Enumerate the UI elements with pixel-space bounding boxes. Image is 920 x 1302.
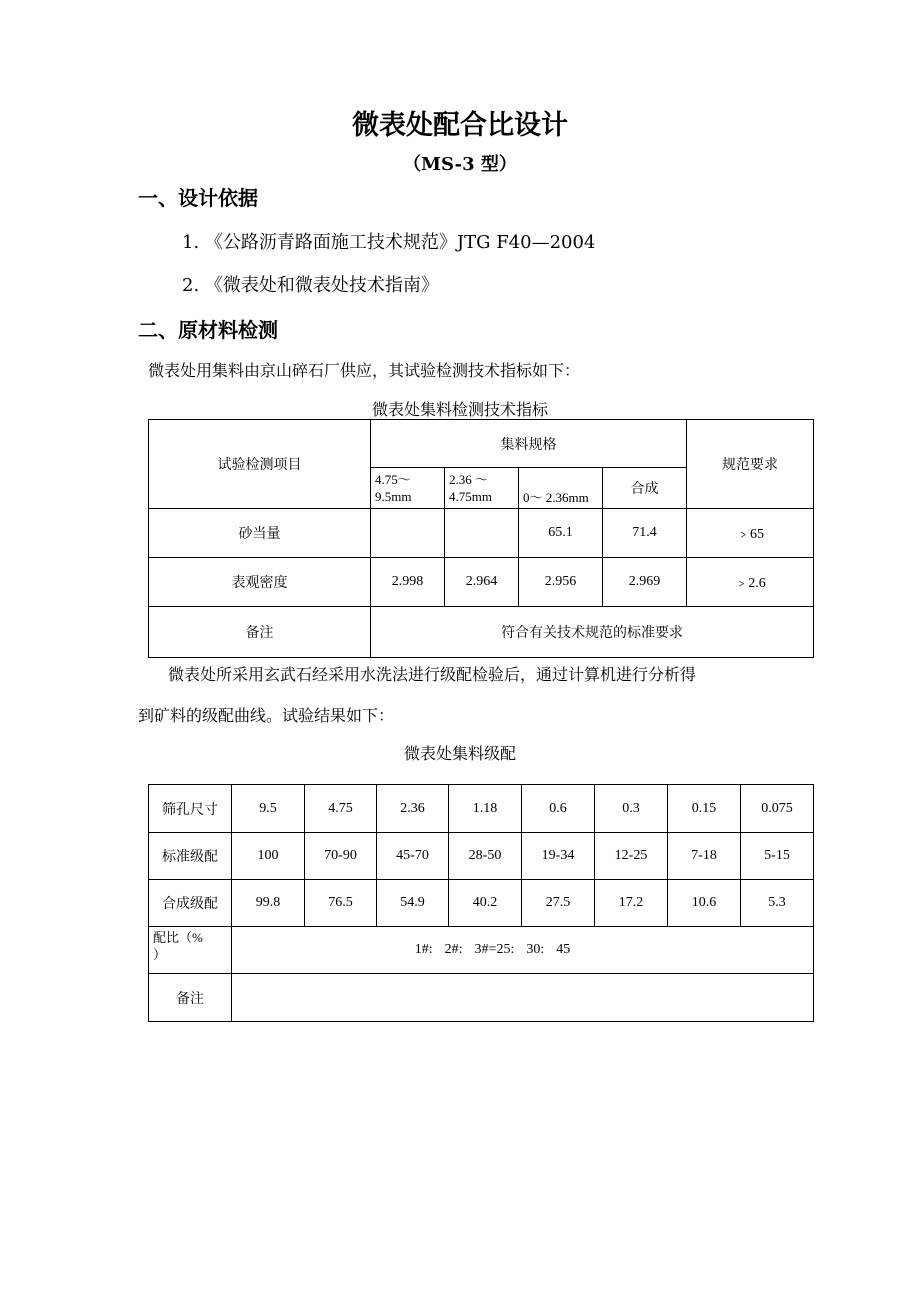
cell: 100 (232, 833, 305, 880)
table-row (149, 607, 814, 658)
spec-cell: ﹥65 (687, 509, 814, 558)
paragraph-line-2: 到矿料的级配曲线。试验结果如下： (138, 706, 395, 725)
cell: 45-70 (377, 833, 449, 880)
table1-header-spec: 规范要求 (687, 420, 814, 509)
cell: 2.36 (377, 785, 449, 833)
cell: 27.5 (522, 880, 595, 927)
table2-caption: 微表处集料级配 (403, 744, 516, 763)
remark-label: 备注 (149, 607, 371, 658)
table1-subheader: 合成 (603, 468, 687, 509)
table-row (149, 974, 814, 1022)
cell: 76.5 (305, 880, 377, 927)
page-title: 微表处配合比设计 (352, 110, 568, 141)
cell: 2.964 (445, 558, 519, 607)
table1-caption: 微表处集料检测技术指标 (371, 400, 548, 419)
reference-item-1: 1. 《公路沥青路面施工技术规范》JTG F40—2004 (182, 232, 596, 253)
cell: 2.969 (603, 558, 687, 607)
cell: 2.956 (519, 558, 603, 607)
cell: 0.3 (595, 785, 668, 833)
cell: 1.18 (449, 785, 522, 833)
table-row (149, 833, 814, 880)
remark-text (232, 974, 814, 1022)
table-row (149, 509, 814, 558)
table1-subheader: 0～ 2.36mm (519, 468, 603, 509)
cell: 0.6 (522, 785, 595, 833)
ratio-part: 2#: (444, 942, 463, 957)
cell: 12-25 (595, 833, 668, 880)
ratio-part: 3#=25: (474, 942, 515, 957)
table-row (149, 880, 814, 927)
table1-header-group: 集料规格 (371, 420, 687, 468)
cell: 19-34 (522, 833, 595, 880)
table1-header-item: 试验检测项目 (149, 420, 371, 509)
cell: 2.998 (371, 558, 445, 607)
table-row (149, 927, 814, 974)
row-label: 合成级配 (149, 880, 232, 927)
cell: 5-15 (741, 833, 814, 880)
cell: 10.6 (668, 880, 741, 927)
cell: 70-90 (305, 833, 377, 880)
cell: 99.8 (232, 880, 305, 927)
cell: 65.1 (519, 509, 603, 558)
table1-subheader: 2.36 ～ 4.75mm (445, 468, 519, 509)
table-row (149, 558, 814, 607)
ratio-label: 配比（% ） (149, 927, 232, 974)
section2-intro: 微表处用集料由京山碎石厂供应，其试验检测技术指标如下： (148, 361, 581, 380)
table-row (149, 785, 814, 833)
remark-label: 备注 (149, 974, 232, 1022)
ratio-part: 30: (526, 942, 545, 957)
paragraph-line-1: 微表处所采用玄武石经采用水洗法进行级配检验后，通过计算机进行分析得 (168, 665, 697, 684)
cell (445, 509, 519, 558)
row-label: 标准级配 (149, 833, 232, 880)
ratio-part: 45 (556, 942, 571, 957)
reference-item-2: 2. 《微表处和微表处技术指南》 (182, 275, 439, 296)
cell: 28-50 (449, 833, 522, 880)
section1-heading: 一、设计依据 (138, 186, 258, 210)
cell: 71.4 (603, 509, 687, 558)
gradation-table (148, 784, 814, 1022)
cell: 4.75 (305, 785, 377, 833)
spec-cell: ﹥2.6 (687, 558, 814, 607)
page-subtitle: （MS-3 型） (403, 154, 517, 175)
cell: 17.2 (595, 880, 668, 927)
ratio-part: 1#: (414, 942, 433, 957)
cell: 0.075 (741, 785, 814, 833)
aggregate-test-table (148, 419, 814, 658)
cell: 7-18 (668, 833, 741, 880)
remark-text: 符合有关技术规范的标准要求 (371, 607, 814, 658)
cell (371, 509, 445, 558)
cell: 5.3 (741, 880, 814, 927)
row-label: 表观密度 (149, 558, 371, 607)
section2-heading: 二、原材料检测 (138, 318, 278, 342)
table1-subheader: 4.75～ 9.5mm (371, 468, 445, 509)
row-label: 筛孔尺寸 (149, 785, 232, 833)
ratio-value (232, 927, 814, 974)
cell: 9.5 (232, 785, 305, 833)
cell: 54.9 (377, 880, 449, 927)
row-label: 砂当量 (149, 509, 371, 558)
cell: 40.2 (449, 880, 522, 927)
cell: 0.15 (668, 785, 741, 833)
